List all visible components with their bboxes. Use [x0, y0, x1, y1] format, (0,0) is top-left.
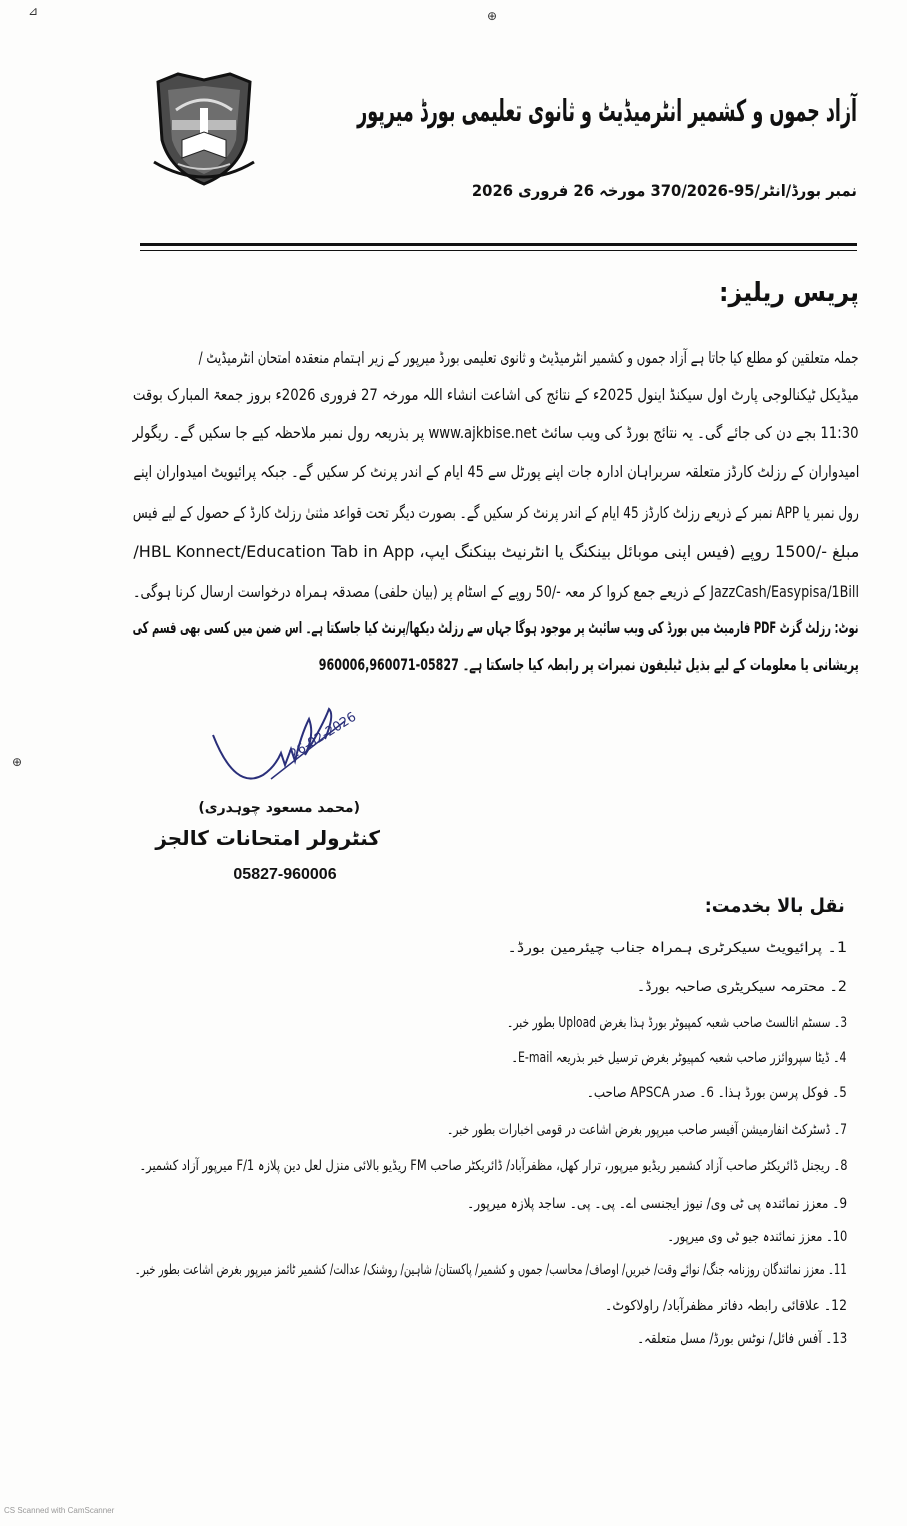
signatory-name: (محمد مسعود چوہدری)	[198, 800, 360, 816]
scan-corner-mark: ⊿	[28, 4, 39, 18]
signature	[205, 695, 395, 791]
body-line: رول نمبر یا APP نمبر کے ذریعے رزلٹ کارڈز 45 ایام کے اندر پرنٹ کر سکیں گے۔ بصورت دیگر تحت قواعد مثنیٰ رزلٹ کارڈ کے حصول کے لیے فیس	[133, 503, 859, 522]
signatory-phone: 05827-960006	[233, 866, 337, 883]
body-line: 11:30 بجے دن کی جائے گی۔ یہ نتائج بورڈ کی ویب سائٹ www.ajkbise.net پر بذریعہ رول نمبر ملاحظہ کیے جا سکیں گے۔ ریگولر	[133, 423, 859, 442]
distribution-heading: نقل بالا بخدمت:	[705, 895, 845, 917]
body-line: JazzCash/Easypisa/1Bill کے ذریعے جمع کروا کر معہ -/50 روپے کے اسٹام پر (بیان حلفی) مصدقہ ہمراہ درخواست ارسال کرنا ہوگی۔	[133, 582, 859, 601]
distribution-item: 10۔ معزز نمائندہ جیو ٹی وی میرپور۔	[667, 1229, 847, 1245]
note-line: پریشانی یا معلومات کے لیے بذیل ٹیلیفون نمبرات پر رابطہ کیا جاسکتا ہے۔ 05827-960006,960071	[319, 655, 859, 674]
distribution-item: 1۔ پرائیویٹ سیکرٹری ہمراہ جناب چیئرمین بورڈ۔	[507, 940, 847, 956]
header-divider-thin	[140, 250, 857, 251]
registration-mark-left: ⊕	[12, 755, 23, 769]
body-line: میڈیکل ٹیکنالوجی پارٹ اول سیکنڈ اینول 2025ء کے نتائج کی اشاعت انشاء اللہ مورخہ 27 فروری 2026ء بروز جمعۃ المبارک بوقت	[133, 385, 859, 404]
distribution-item: 13۔ آفس فائل/ نوٹس بورڈ/ مسل متعلقہ۔	[637, 1331, 847, 1347]
distribution-item: 3۔ سسٹم انالسٹ صاحب شعبہ کمپیوٹر بورڈ ہذا بغرض Upload بطور خبر۔	[507, 1015, 847, 1031]
distribution-item: 9۔ معزز نمائندہ پی ٹی وی/ نیوز ایجنسی اے۔ پی۔ پی۔ ساجد پلازہ میرپور۔	[467, 1196, 847, 1212]
camscanner-watermark: CS Scanned with CamScanner	[4, 1506, 115, 1515]
distribution-item: 4۔ ڈیٹا سپروائزر صاحب شعبہ کمپیوٹر بغرض ترسیل خبر بذریعہ E-mail۔	[512, 1050, 847, 1066]
distribution-item: 8۔ ریجنل ڈائریکٹر صاحب آزاد کشمیر ریڈیو میرپور، ترار کھل، مظفرآباد/ ڈائریکٹر صاحب FM ریڈیو بالائی منزل لعل دین پلازہ F/1 میرپور آزاد کشمیر۔	[139, 1158, 847, 1174]
distribution-item: 11۔ معزز نمائندگان روزنامہ جنگ/ نوائے وقت/ خبریں/ اوصاف/ محاسب/ جموں و کشمیر/ پاکستان/ شاہین/ روشنک/ عدالت/ کشمیر ٹائمز میرپور بغرض اشاعت بطور خبر۔	[135, 1262, 847, 1278]
registration-mark-top: ⊕	[487, 9, 498, 23]
body-line: امیدواران کے رزلٹ کارڈز متعلقہ سربراہان ادارہ جات اپنے پورٹل سے 45 ایام کے اندر پرنٹ کر سکیں گے۔ جبکہ پرائیویٹ امیدواران اپنے	[133, 462, 859, 481]
distribution-item: 7۔ ڈسٹرکٹ انفارمیشن آفیسر صاحب میرپور بغرض اشاعت در قومی اخبارات بطور خبر۔	[447, 1122, 847, 1138]
signature-date: 26-02-2026	[287, 709, 360, 763]
signatory-designation: کنٹرولر امتحانات کالجز	[155, 826, 380, 850]
header-divider	[140, 243, 857, 246]
reference-number-date: نمبر بورڈ/انٹر/95-370/2026 مورخہ 26 فروری 2026	[472, 181, 857, 200]
press-release-heading: پریس ریلیز:	[719, 278, 859, 308]
distribution-item: 5۔ فوکل پرسن بورڈ ہذا۔ 6۔ صدر APSCA صاحب۔	[587, 1085, 847, 1101]
distribution-item: 12۔ علاقائی رابطہ دفاتر مظفرآباد/ راولاکوٹ۔	[605, 1298, 847, 1314]
body-line: مبلغ -/1500 روپے (فیس اپنی موبائل بینکنگ یا انٹرنیٹ بینکنگ ایپ، HBL Konnect/Education Tab in App/	[133, 542, 859, 561]
note-line: نوٹ: رزلٹ گزٹ PDF فارمیٹ میں بورڈ کی ویب سائیٹ پر موجود ہوگا جہاں سے رزلٹ دیکھا/پرنٹ کیا جاسکتا ہے۔ اس ضمن میں کسی بھی قسم کی	[133, 618, 859, 637]
body-line: جملہ متعلقین کو مطلع کیا جاتا ہے آزاد جموں و کشمیر انٹرمیڈیٹ و ثانوی تعلیمی بورڈ میرپور کے زیر اہتمام منعقدہ امتحان انٹرمیڈیٹ /	[199, 348, 859, 367]
board-title: آزاد جموں و کشمیر انٹرمیڈیٹ و ثانوی تعلیمی بورڈ میرپور	[357, 94, 857, 129]
distribution-item: 2۔ محترمہ سیکریٹری صاحبہ بورڈ۔	[637, 979, 847, 995]
